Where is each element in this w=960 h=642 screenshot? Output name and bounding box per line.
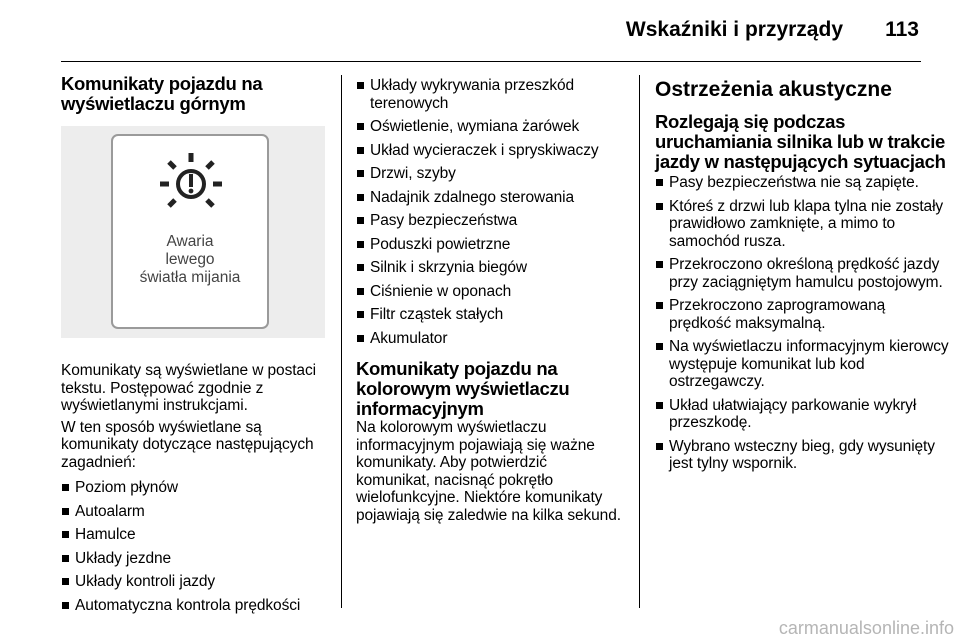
list-item: Układ wycieraczek i spryskiwaczy [356,142,624,160]
list-item: Poziom płynów [61,479,325,497]
list-item: Układy kontroli jazdy [61,573,325,591]
column-3 [655,74,951,479]
low-beam-failure-icon [157,150,225,218]
list-item: Filtr cząstek stałych [356,306,624,324]
list-item: Układ ułatwiający parkowanie wykrył przeszkodę. [655,397,951,432]
topic-list-2 [356,77,624,347]
list-item: Hamulce [61,526,325,544]
list-item: Przekroczono określoną prędkość jazdy przy zaciągniętym hamulcu postojowym. [655,256,951,291]
column-divider-1 [341,75,342,608]
list-item: Któreś z drzwi lub klapa tylna nie zostały prawidłowo zamknięte, a mimo to samochód rusza. [655,198,951,251]
list-item: Ciśnienie w oponach [356,283,624,301]
column-divider-2 [639,75,640,608]
section-heading-color-display: Komunikaty pojazdu na kolorowym wyświetlaczu informacyjnym [356,358,570,419]
list-item: Na wyświetlaczu informacyjnym kierowcy występuje komunikat lub kod ostrzegawczy. [655,338,951,391]
upper-display-screen [111,134,269,329]
warning-list [655,174,951,473]
list-item: Oświetlenie, wymiana żarówek [356,118,624,136]
topic-list-1 [61,479,325,614]
column-2 [356,77,624,528]
list-item: Poduszki powietrzne [356,236,624,254]
list-item: Pasy bezpieczeństwa [356,212,624,230]
list-item: Automatyczna kontrola prędkości [61,597,325,615]
page-number: 113 [885,18,919,41]
list-item: Silnik i skrzynia biegów [356,259,624,277]
section-heading-upper-display: Komunikaty pojazdu na wyświetlaczu górnym [61,73,263,114]
paragraph-2: W ten sposób wyświetlane są komunikaty dotyczące następujących zagadnień: [61,418,314,471]
section-title-acoustic-warnings: Ostrzeżenia akustyczne [655,78,892,101]
watermark: carmanualsonline.info [778,618,954,638]
list-item: Układy wykrywania przeszkód terenowych [356,77,624,112]
paragraph-color-display: Na kolorowym wyświetlaczu informacyjnym pojawiają się ważne komunikaty. Aby potwierdzić komunikat, nacisnąć pokrętło wielofunkcyjne. Niektóre komunikaty pojawiają się zaledwie na kilka sekund. [356,419,621,524]
page-header [61,0,921,62]
paragraph-1: Komunikaty są wyświetlane w postaci tekstu. Postępować zgodnie z wyświetlanymi instrukcjami. [61,362,316,414]
list-item: Nadajnik zdalnego sterowania [356,189,624,207]
display-figure [61,126,325,338]
page-title: Wskaźniki i przyrządy [625,18,843,41]
column-1 [61,74,325,620]
display-message: Awaria lewego światła mijania [139,233,241,286]
subheading-situations: Rozlegają się podczas uruchamiania silnika lub w trakcie jazdy w następujących sytuacjach [655,111,946,172]
list-item: Układy jezdne [61,550,325,568]
list-item: Drzwi, szyby [356,165,624,183]
list-item: Pasy bezpieczeństwa nie są zapięte. [655,174,951,192]
list-item: Autoalarm [61,503,325,521]
list-item: Wybrano wsteczny bieg, gdy wysunięty jest tylny wspornik. [655,438,951,473]
list-item: Przekroczono zaprogramowaną prędkość maksymalną. [655,297,951,332]
list-item: Akumulator [356,330,624,348]
